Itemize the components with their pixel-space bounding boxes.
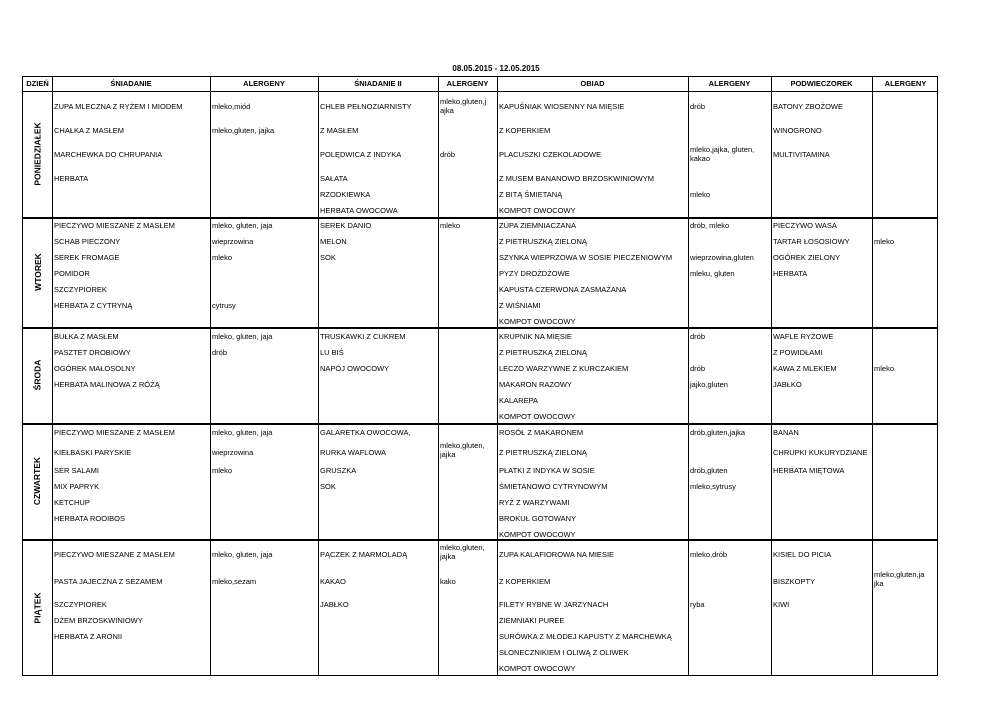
menu-item: TRUSKAWKI Z CUKREM xyxy=(320,332,406,341)
menu-item: KOMPOT OWOCOWY xyxy=(499,317,576,326)
allergen-item: wieprzowina,gluten xyxy=(690,253,754,262)
col-divider xyxy=(688,77,689,675)
menu-item: Z WIŚNIAMI xyxy=(499,301,541,310)
day-label-friday: PIĄTEK xyxy=(32,592,43,624)
menu-item: WAFLE RYŻOWE xyxy=(773,332,834,341)
allergen-item: mleko,gluten,ja jka xyxy=(874,570,925,588)
menu-item: MELON xyxy=(320,237,347,246)
menu-item: TARTAR ŁOSOSIOWY xyxy=(773,237,850,246)
allergen-item: drób xyxy=(440,150,456,159)
header-day: DZIEŃ xyxy=(26,79,49,88)
allergen-item: mleko xyxy=(690,190,711,199)
menu-item: DŻEM BRZOSKWINIOWY xyxy=(54,616,143,625)
allergen-item: ryba xyxy=(690,600,705,609)
menu-item: GRUSZKA xyxy=(320,466,357,475)
day-divider xyxy=(23,539,937,541)
allergen-item: kako xyxy=(440,577,456,586)
menu-item: MIX PAPRYK xyxy=(54,482,100,491)
menu-item: CHRUPKI KUKURYDZIANE xyxy=(773,448,868,457)
menu-item: Z BITĄ ŚMIETANĄ xyxy=(499,190,563,199)
allergen-item: mleko xyxy=(212,253,233,262)
menu-item: PASTA JAJECZNA Z SEZAMEM xyxy=(54,577,163,586)
menu-item: HERBATA MALINOWA Z RÓŻĄ xyxy=(54,380,160,389)
day-label-tuesday: WTOREK xyxy=(32,253,43,291)
menu-item: BATONY ZBOŻOWE xyxy=(773,102,844,111)
menu-item: MAKARON RAZOWY xyxy=(499,380,572,389)
menu-item: CHAŁKA Z MASŁEM xyxy=(54,126,125,135)
menu-item: Z KOPERKIEM xyxy=(499,126,551,135)
allergen-item: mleko,miód xyxy=(212,102,251,111)
allergen-item: drób xyxy=(690,102,706,111)
header-snack: PODWIECZOREK xyxy=(790,79,853,88)
allergen-item: mleko,sezam xyxy=(212,577,257,586)
menu-item: SAŁATA xyxy=(320,174,348,183)
menu-item: GALARETKA OWOCOWA, xyxy=(320,428,411,437)
menu-item: BUŁKA Z MASŁEM xyxy=(54,332,119,341)
menu-item: LECZO WARZYWNE Z KURCZAKIEM xyxy=(499,364,629,373)
allergen-item: drób xyxy=(212,348,228,357)
menu-item: BISZKOPTY xyxy=(773,577,816,586)
allergen-item: drób,gluten,jajka xyxy=(690,428,746,437)
menu-item: KAPUSTA CZERWONA ZASMAŻANA xyxy=(499,285,627,294)
menu-item: HERBATA OWOCOWA xyxy=(320,206,398,215)
menu-item: CHLEB PEŁNOZIARNISTY xyxy=(320,102,412,111)
allergen-item: mleko, gluten, jaja xyxy=(212,550,273,559)
allergen-item: mleko,gluten, jajka xyxy=(440,441,485,459)
allergen-item: mleko,sytrusy xyxy=(690,482,736,491)
menu-item: FILETY RYBNE W JARZYNACH xyxy=(499,600,609,609)
allergen-item: wieprzowina xyxy=(212,237,254,246)
menu-item: HERBATA MIĘTOWA xyxy=(773,466,845,475)
menu-item: OGÓREK MAŁOSOLNY xyxy=(54,364,136,373)
date-range: 08.05.2015 - 12.05.2015 xyxy=(452,64,540,73)
allergen-item: mleko xyxy=(874,237,895,246)
menu-item: KAKAO xyxy=(320,577,346,586)
menu-item: KOMPOT OWOCOWY xyxy=(499,664,576,673)
menu-item: RZODKIEWKA xyxy=(320,190,371,199)
menu-item: HERBATA ROOIBOS xyxy=(54,514,125,523)
menu-table xyxy=(22,76,938,676)
menu-item: KOMPOT OWOCOWY xyxy=(499,412,576,421)
menu-item: SEREK DANIO xyxy=(320,221,372,230)
menu-item: PIECZYWO MIESZANE Z MASŁEM xyxy=(54,550,175,559)
menu-item: SŁONECZNIKIEM I OLIWĄ Z OLIWEK xyxy=(499,648,629,657)
header-allergens-1: ALERGENY xyxy=(243,79,285,88)
header-allergens-4: ALERGENY xyxy=(884,79,927,88)
menu-item: ŚMIETANOWO CYTRYNOWYM xyxy=(499,482,608,491)
menu-item: Z MUSEM BANANOWO BRZOSKWINIOWYM xyxy=(499,174,654,183)
allergen-item: mleko,drób xyxy=(690,550,728,559)
menu-item: HERBATA xyxy=(773,269,808,278)
menu-item: SER SALAMI xyxy=(54,466,100,475)
day-label-thursday: CZWARTEK xyxy=(32,456,43,506)
menu-item: KAWA Z MLEKIEM xyxy=(773,364,837,373)
allergen-item: drób xyxy=(690,332,706,341)
menu-item: HERBATA Z CYTRYNĄ xyxy=(54,301,133,310)
allergen-item: mleko xyxy=(212,466,233,475)
menu-item: PŁATKI Z INDYKA W SOSIE xyxy=(499,466,595,475)
day-divider xyxy=(23,217,937,219)
allergen-item: drób, mleko xyxy=(690,221,730,230)
menu-item: ZUPA ZIEMNIACZANA xyxy=(499,221,576,230)
menu-item: SEREK FROMAGE xyxy=(54,253,120,262)
menu-item: RYŻ Z WARZYWAMI xyxy=(499,498,570,507)
menu-item: SZCZYPIOREK xyxy=(54,285,107,294)
menu-item: ZIEMNIAKI PUREE xyxy=(499,616,565,625)
menu-item: PIECZYWO WASA xyxy=(773,221,837,230)
header-breakfast: ŚNIADANIE xyxy=(110,79,152,88)
menu-item: Z PIETRUSZKĄ ZIELONĄ xyxy=(499,348,587,357)
menu-item: SOK xyxy=(320,482,336,491)
menu-item: KETCHUP xyxy=(54,498,90,507)
menu-item: ZUPA MLECZNA Z RYŻEM I MIODEM xyxy=(54,102,183,111)
menu-item: SZCZYPIOREK xyxy=(54,600,107,609)
day-label-wednesday: ŚRODA xyxy=(32,359,43,391)
menu-item: BROKUŁ GOTOWANY xyxy=(499,514,577,523)
menu-item: PIECZYWO MIESZANE Z MASŁEM xyxy=(54,221,175,230)
allergen-item: mleko, gluten, jaja xyxy=(212,332,273,341)
menu-item: KIWI xyxy=(773,600,790,609)
menu-item: SURÓWKA Z MŁODEJ KAPUSTY Z MARCHEWKĄ xyxy=(499,632,672,641)
day-divider xyxy=(23,327,937,329)
menu-item: ROSÓŁ Z MAKARONEM xyxy=(499,428,584,437)
menu-item: JABŁKO xyxy=(773,380,802,389)
menu-item: POLĘDWICA Z INDYKA xyxy=(320,150,402,159)
day-divider xyxy=(23,423,937,425)
allergen-item: drób,gluten xyxy=(690,466,728,475)
header-allergens-3: ALERGENY xyxy=(708,79,751,88)
menu-item: SOK xyxy=(320,253,336,262)
menu-item: MULTIVITAMINA xyxy=(773,150,830,159)
menu-item: KISIEL DO PICIA xyxy=(773,550,832,559)
menu-item: SZYNKA WIEPRZOWA W SOSIE PIECZENIOWYM xyxy=(499,253,673,262)
menu-item: KOMPOT OWOCOWY xyxy=(499,530,576,539)
menu-item: LU BIŚ xyxy=(320,348,344,357)
menu-item: KOMPOT OWOCOWY xyxy=(499,206,576,215)
menu-item: MARCHEWKA DO CHRUPANIA xyxy=(54,150,163,159)
allergen-item: mleko,jajka, gluten, kakao xyxy=(690,145,755,163)
menu-item: KAPUŚNIAK WIOSENNY NA MIĘSIE xyxy=(499,102,625,111)
menu-item: Z PIETRUSZKĄ ZIELONĄ xyxy=(499,448,587,457)
menu-item: SCHAB PIECZONY xyxy=(54,237,121,246)
menu-item: BANAN xyxy=(773,428,799,437)
allergen-item: jajko,gluten xyxy=(690,380,728,389)
allergen-item: mleko xyxy=(440,221,461,230)
allergen-item: mleko,gluten, jajka xyxy=(440,543,485,561)
allergen-item: wieprzowina xyxy=(212,448,254,457)
menu-item: PIECZYWO MIESZANE Z MASŁEM xyxy=(54,428,175,437)
menu-item: HERBATA xyxy=(54,174,89,183)
menu-item: OGÓREK ZIELONY xyxy=(773,253,841,262)
menu-item: HERBATA Z ARONII xyxy=(54,632,123,641)
menu-item: RURKA WAFLOWA xyxy=(320,448,387,457)
menu-item: Z MASŁEM xyxy=(320,126,359,135)
header-breakfast-2: ŚNIADANIE II xyxy=(354,79,402,88)
menu-item: Z KOPERKIEM xyxy=(499,577,551,586)
menu-item: PYZY DROŻDŻOWE xyxy=(499,269,570,278)
menu-item: PASZTET DROBIOWY xyxy=(54,348,131,357)
menu-item: PĄCZEK Z MARMOLADĄ xyxy=(320,550,408,559)
day-label-monday: PONIEDZIAŁEK xyxy=(32,122,43,186)
allergen-item: mleko, gluten, jaja xyxy=(212,428,273,437)
menu-item: JABŁKO xyxy=(320,600,349,609)
menu-item: NAPÓJ OWOCOWY xyxy=(320,364,390,373)
allergen-item: mleko, gluten, jaja xyxy=(212,221,273,230)
menu-item: KALAREPA xyxy=(499,396,539,405)
allergen-item: drób xyxy=(690,364,706,373)
header-dinner: OBIAD xyxy=(580,79,605,88)
menu-item: PLACUSZKI CZEKOLADOWE xyxy=(499,150,602,159)
allergen-item: mleko,gluten,j ajka xyxy=(440,97,487,115)
header-divider xyxy=(23,91,937,92)
menu-item: WINOGRONO xyxy=(773,126,822,135)
menu-item: Z POWIDŁAMI xyxy=(773,348,823,357)
allergen-item: cytrusy xyxy=(212,301,236,310)
menu-item: POMIDOR xyxy=(54,269,90,278)
menu-item: Z PIETRUSZKĄ ZIELONĄ xyxy=(499,237,587,246)
header-allergens-2: ALERGENY xyxy=(446,79,489,88)
menu-item: KIEŁBASKI PARYSKIE xyxy=(54,448,132,457)
menu-item: KRUPNIK NA MIĘSIE xyxy=(499,332,572,341)
menu-item: ZUPA KALAFIOROWA NA MIESIE xyxy=(499,550,615,559)
allergen-item: mleko xyxy=(874,364,895,373)
allergen-item: mleku, gluten xyxy=(690,269,735,278)
allergen-item: mleko,gluten, jajka xyxy=(212,126,275,135)
